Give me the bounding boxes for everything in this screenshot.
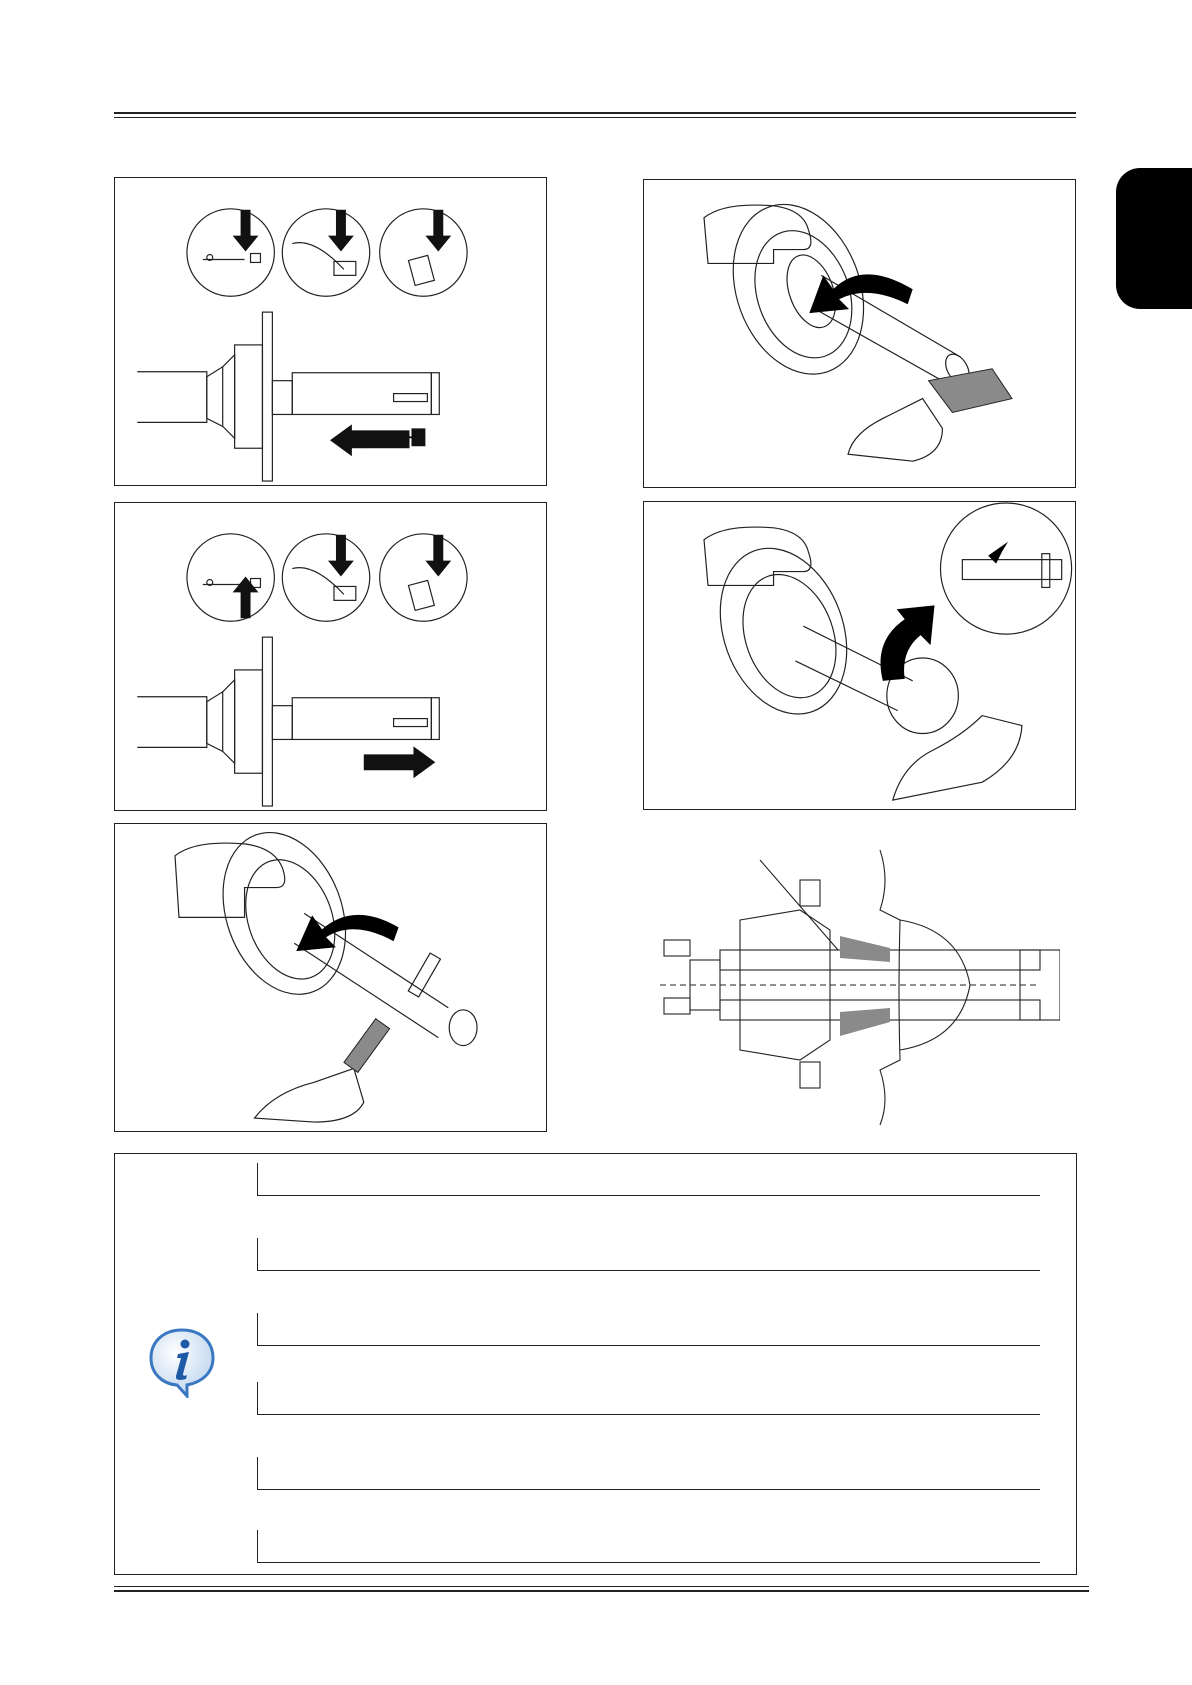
note-line-2 <box>257 1238 1040 1271</box>
figure-6-cross-section <box>660 840 1060 1130</box>
figure-4-panel <box>643 501 1076 810</box>
figure-1-panel <box>114 177 547 486</box>
figure-3-panel <box>114 502 547 811</box>
figure-4-illustration <box>644 502 1075 809</box>
figure-2-illustration <box>644 180 1075 487</box>
figure-1-illustration <box>115 178 546 485</box>
figure-2-panel <box>643 179 1076 488</box>
figure-5-panel <box>114 823 547 1132</box>
header-rule-top <box>114 112 1076 114</box>
figure-3-illustration <box>115 503 546 810</box>
figure-6-illustration <box>660 840 1060 1130</box>
info-icon <box>145 1324 219 1398</box>
footer-rule-top <box>114 1586 1089 1587</box>
note-line-6 <box>257 1530 1040 1563</box>
note-line-5 <box>257 1457 1040 1490</box>
header-rule-bottom <box>114 117 1076 118</box>
footer-rule-bottom <box>114 1590 1089 1592</box>
section-tab <box>1116 168 1192 309</box>
note-line-4 <box>257 1382 1040 1415</box>
note-box <box>114 1153 1077 1575</box>
figure-5-illustration <box>115 824 546 1131</box>
note-line-3 <box>257 1313 1040 1346</box>
note-line-1 <box>257 1163 1040 1196</box>
